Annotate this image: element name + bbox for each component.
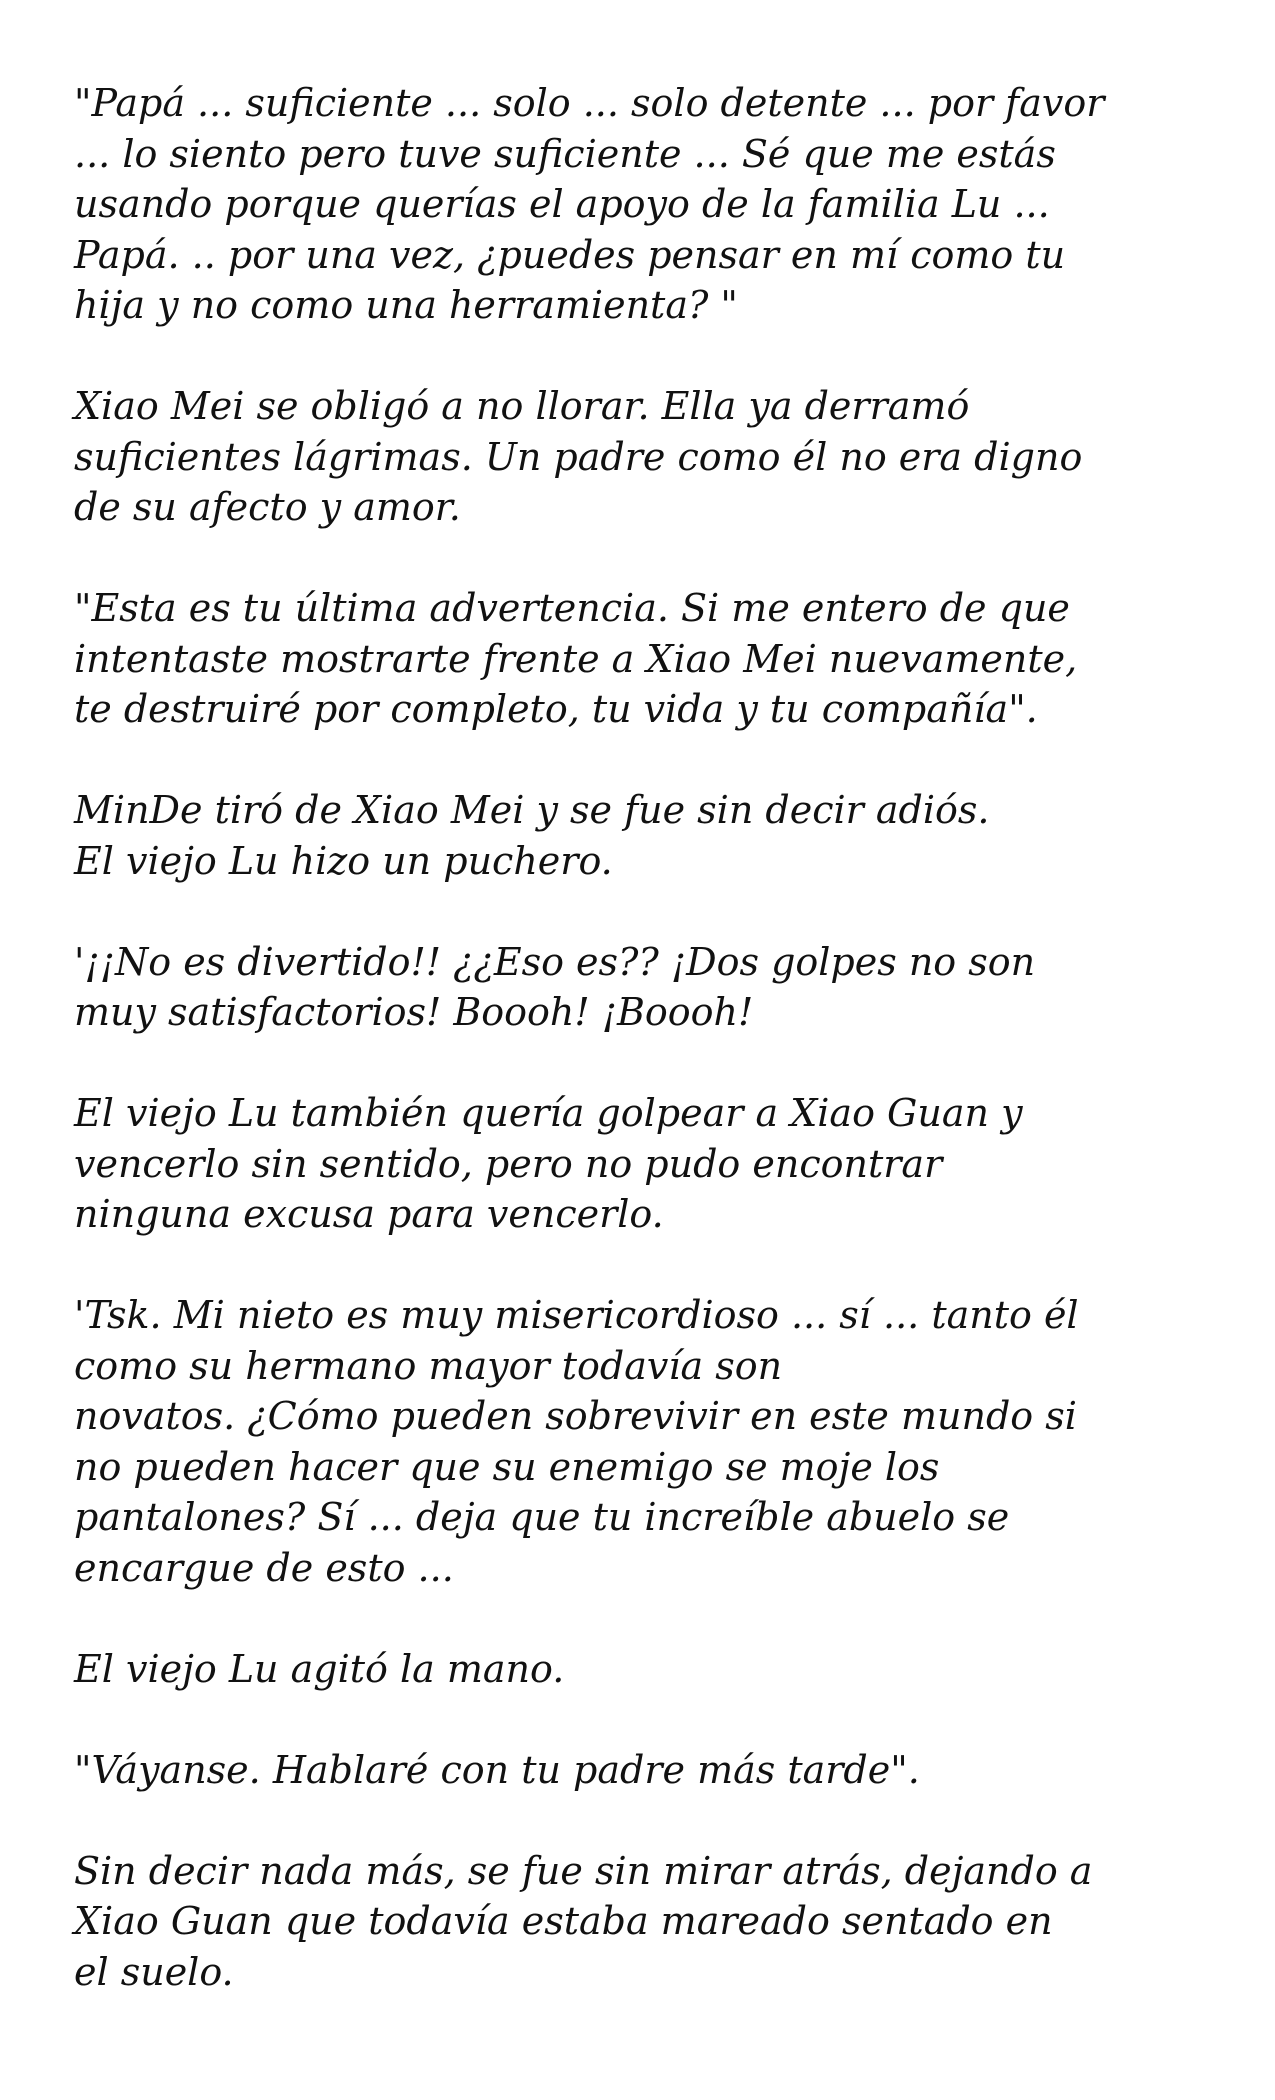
- text-line: hija y no como una herramienta? ": [74, 283, 738, 327]
- text-line: El viejo Lu hizo un puchero.: [74, 838, 613, 883]
- paragraph: [74, 1290, 1235, 1593]
- text-line: intentaste mostrarte frente a Xiao Mei nuevamente,: [74, 636, 1078, 681]
- text-line: 'Tsk. Mi nieto es muy misericordioso ... sí ... tanto él: [74, 1293, 1079, 1337]
- text-line: El viejo Lu también quería golpear a Xiao Guan y: [74, 1091, 1023, 1135]
- paragraph: [74, 583, 1235, 735]
- text-line: Papá. .. por una vez, ¿puedes pensar en mí como tu: [74, 232, 1066, 277]
- text-line: Xiao Mei se obligó a no llorar. Ella ya derramó: [74, 384, 970, 428]
- text-line: encargue de esto ...: [74, 1545, 454, 1590]
- text-line: El viejo Lu agitó la mano.: [74, 1646, 565, 1691]
- text-line: MinDe tiró de Xiao Mei y se fue sin decir adiós.: [74, 788, 990, 832]
- text-line: "Esta es tu última advertencia. Si me entero de que: [74, 586, 1070, 630]
- text-line: suficientes lágrimas. Un padre como él no era digno: [74, 434, 1083, 479]
- paragraph: [74, 1644, 1235, 1695]
- paragraph: [74, 1088, 1235, 1240]
- text-line: usando porque querías el apoyo de la familia Lu ...: [74, 182, 1050, 226]
- text-line: ... lo siento pero tuve suficiente ... Sé que me estás: [74, 131, 1056, 176]
- text-line: "Váyanse. Hablaré con tu padre más tarde".: [74, 1747, 920, 1792]
- text-line: Xiao Guan que todavía estaba mareado sentado en: [74, 1899, 1053, 1943]
- text-line: '¡¡No es divertido!! ¿¿Eso es?? ¡Dos golpes no son: [74, 939, 1036, 984]
- paragraph: [74, 1745, 1235, 1796]
- text-line: pantalones? Sí ... deja que tu increíble abuelo se: [74, 1495, 1010, 1539]
- text-line: ninguna excusa para vencerlo.: [74, 1192, 664, 1236]
- paragraph: [74, 381, 1235, 533]
- paragraph: [74, 78, 1235, 331]
- text-line: como su hermano mayor todavía son: [74, 1343, 783, 1388]
- paragraph: [74, 937, 1235, 1038]
- text-line: de su afecto y amor.: [74, 485, 461, 529]
- paragraph: [74, 785, 1235, 886]
- text-line: muy satisfactorios! Boooh! ¡Boooh!: [74, 990, 754, 1034]
- text-line: no pueden hacer que su enemigo se moje los: [74, 1444, 940, 1489]
- text-line: el suelo.: [74, 1949, 234, 1994]
- paragraph: [74, 1846, 1235, 1998]
- text-line: "Papá ... suficiente ... solo ... solo detente ... por favor: [74, 81, 1105, 125]
- text-line: Sin decir nada más, se fue sin mirar atrás, dejando a: [74, 1848, 1093, 1893]
- text-line: vencerlo sin sentido, pero no pudo encontrar: [74, 1141, 943, 1186]
- text-line: novatos. ¿Cómo pueden sobrevivir en este mundo si: [74, 1394, 1077, 1438]
- text-line: te destruiré por completo, tu vida y tu compañía".: [74, 687, 1038, 731]
